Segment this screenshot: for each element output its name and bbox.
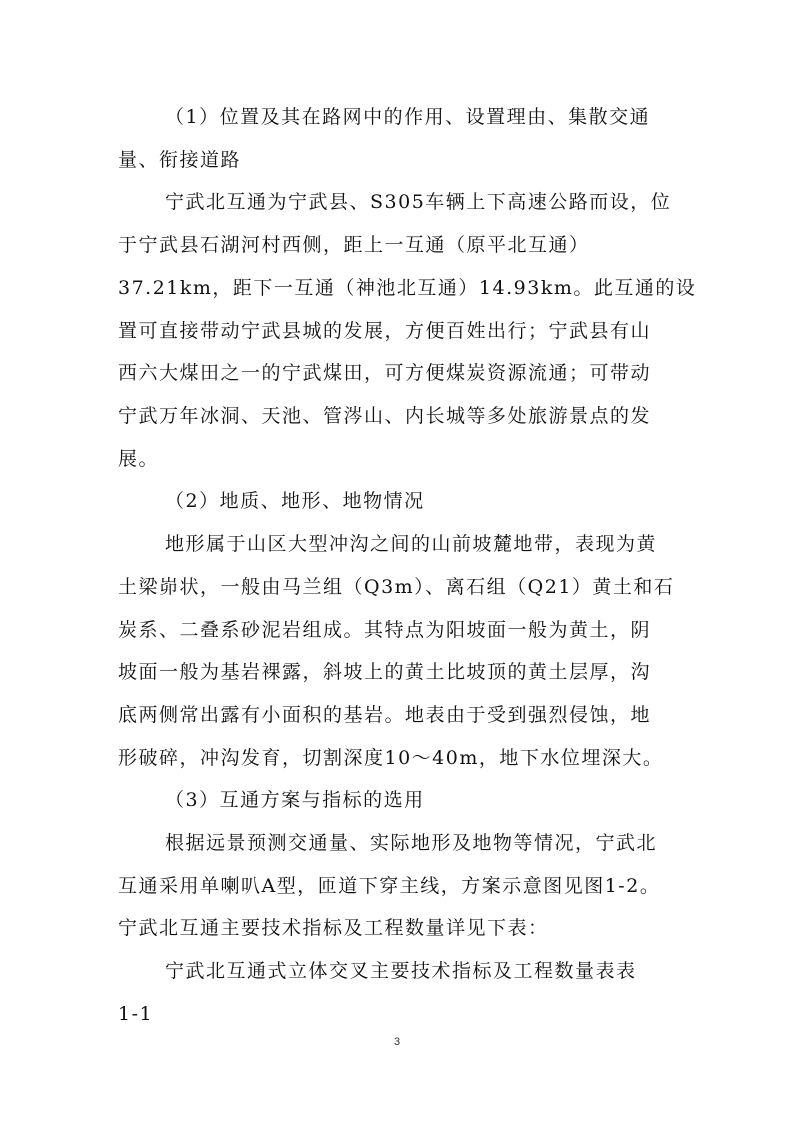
- heading-scheme: （3）互通方案与指标的选用: [165, 789, 425, 811]
- paragraph-line: 宁武万年冰洞、天池、管涔山、内长城等多处旅游景点的发: [118, 405, 652, 427]
- paragraph-line: 宁武北互通为宁武县、S305车辆上下高速公路而设，位: [165, 191, 672, 213]
- paragraph-line: 37.21km，距下一互通（神池北互通）14.93km。此互通的设: [118, 277, 697, 299]
- paragraph-line: 底两侧常出露有小面积的基岩。地表由于受到强烈侵蚀，地: [118, 704, 652, 726]
- paragraph-line: 互通采用单喇叭A型，匝道下穿主线，方案示意图见图1-2。: [118, 875, 661, 897]
- paragraph-line: 展。: [118, 448, 160, 470]
- heading-geology: （2）地质、地形、地物情况: [165, 490, 425, 512]
- paragraph-line: 宁武北互通主要技术指标及工程数量详见下表：: [118, 917, 549, 939]
- paragraph-line: 炭系、二叠系砂泥岩组成。其特点为阳坡面一般为黄土，阴: [118, 619, 652, 641]
- paragraph-line: 根据远景预测交通量、实际地形及地物等情况，宁武北: [165, 832, 658, 854]
- page-number: 3: [393, 1036, 401, 1048]
- heading-location: （1）位置及其在路网中的作用、设置理由、集散交通: [165, 106, 651, 128]
- paragraph-line: 于宁武县石湖河村西侧，距上一互通（原平北互通）: [118, 234, 590, 256]
- heading-location-cont: 量、衔接道路: [118, 149, 242, 171]
- paragraph-line: 土梁峁状，一般由马兰组（Q3m）、离石组（Q21）黄土和石: [118, 576, 675, 598]
- table-caption-cont: 1-1: [118, 1003, 154, 1025]
- paragraph-line: 西六大煤田之一的宁武煤田，可方便煤炭资源流通；可带动: [118, 362, 652, 384]
- paragraph-line: 地形属于山区大型冲沟之间的山前坡麓地带，表现为黄: [165, 533, 658, 555]
- paragraph-line: 形破碎，冲沟发育，切割深度10～40m，地下水位埋深大。: [118, 747, 664, 769]
- paragraph-line: 置可直接带动宁武县城的发展，方便百姓出行；宁武县有山: [118, 320, 652, 342]
- table-caption: 宁武北互通式立体交叉主要技术指标及工程数量表表: [165, 960, 637, 982]
- paragraph-line: 坡面一般为基岩裸露，斜坡上的黄土比坡顶的黄土层厚，沟: [118, 661, 652, 683]
